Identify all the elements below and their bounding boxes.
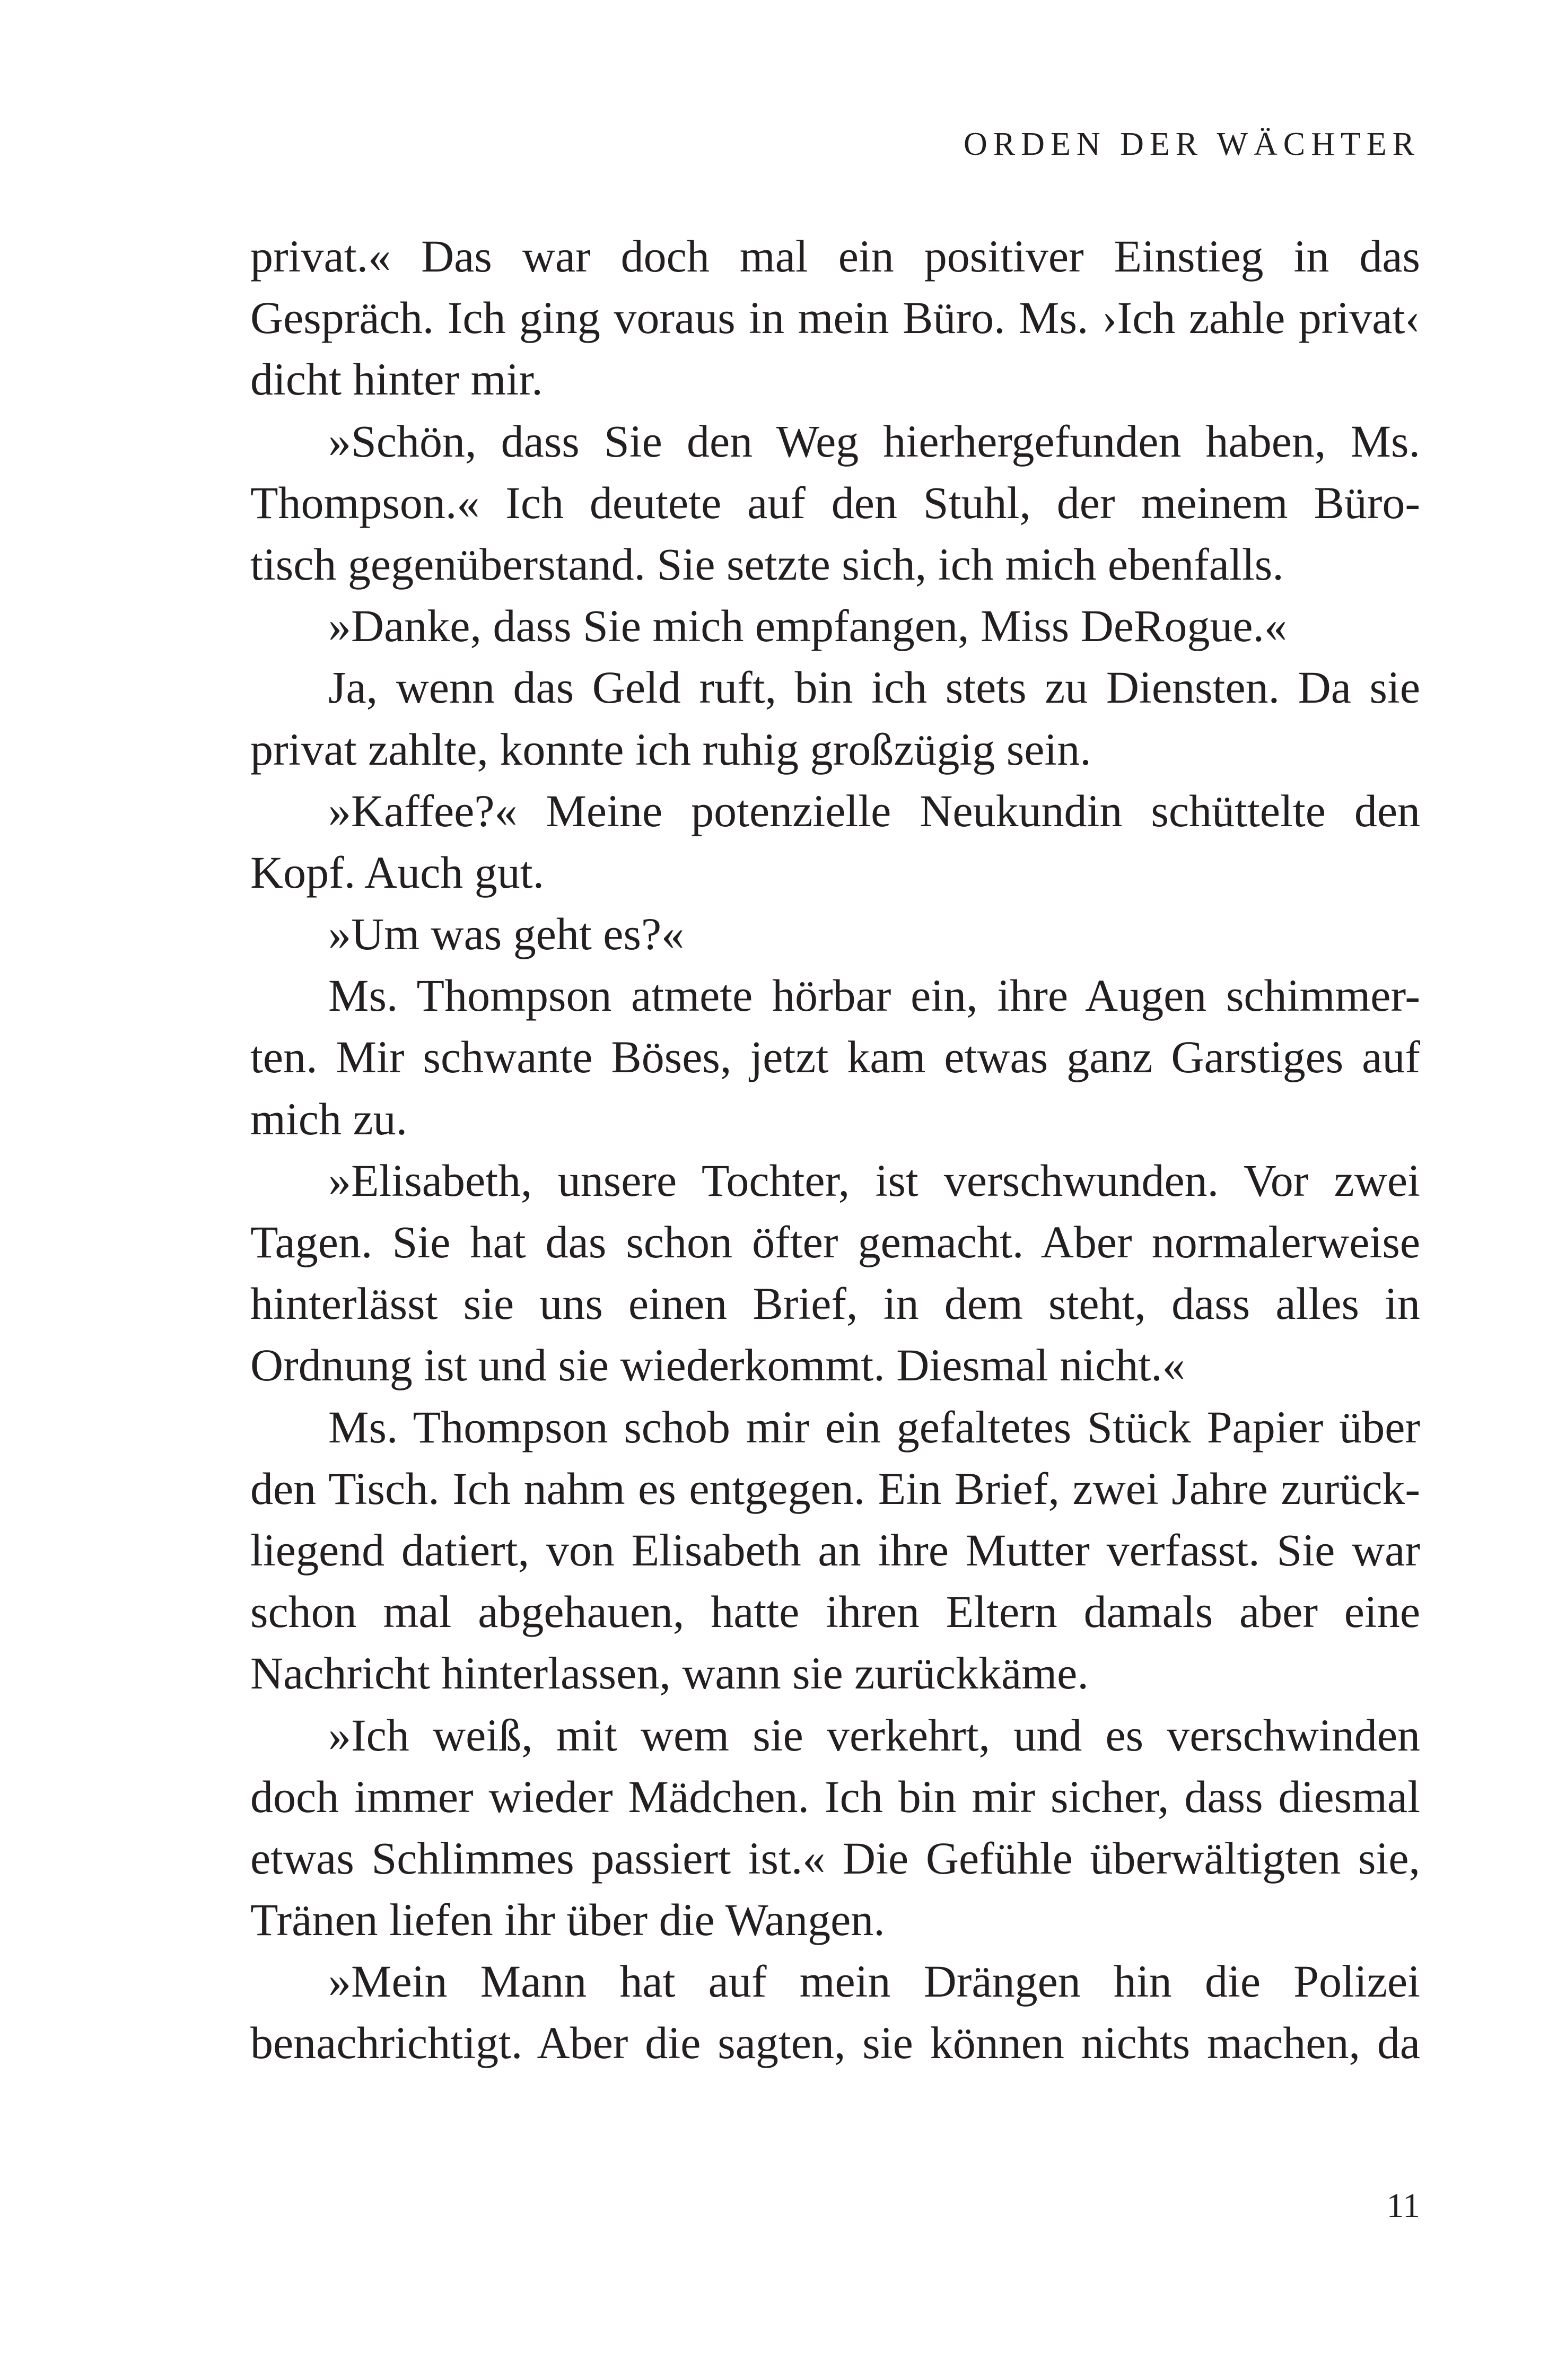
text-line: Ms. Thompson atmete hörbar ein, ihre Augen schimmer- — [328, 970, 1420, 1021]
text-line: »Elisabeth, unsere Tochter, ist verschwunden. Vor zwei — [328, 1154, 1420, 1206]
text-line: »Mein Mann hat auf mein Drängen hin die Polizei — [328, 1956, 1420, 2007]
text-line: dicht hinter mir. — [250, 354, 543, 405]
text-line: mich zu. — [250, 1093, 408, 1144]
text-line: Tagen. Sie hat das schon öfter gemacht. Aber normalerweise — [250, 1217, 1420, 1267]
text-line: »Kaffee?« Meine potenzielle Neukundin schüttelte den — [328, 785, 1420, 836]
text-line: den Tisch. Ich nahm es entgegen. Ein Brief, zwei Jahre zurück- — [250, 1463, 1420, 1514]
body-text — [250, 225, 1420, 2074]
text-line: Ordnung ist und sie wiederkommt. Diesmal nicht.« — [250, 1340, 1185, 1391]
text-line: Kopf. Auch gut. — [250, 846, 545, 898]
text-line: doch immer wieder Mädchen. Ich bin mir sicher, dass diesmal — [250, 1771, 1420, 1822]
text-line: schon mal abgehauen, hatte ihren Eltern damals aber eine — [250, 1586, 1420, 1638]
text-line: »Danke, dass Sie mich empfangen, Miss DeRogue.« — [328, 600, 1288, 652]
text-line: Thompson.« Ich deutete auf den Stuhl, der meinem Büro- — [250, 477, 1420, 528]
text-line: privat zahlte, konnte ich ruhig großzügig sein. — [250, 723, 1091, 775]
text-line: ten. Mir schwante Böses, jetzt kam etwas ganz Garstiges auf — [250, 1031, 1420, 1083]
text-line: etwas Schlimmes passiert ist.« Die Gefühle überwältigten sie, — [250, 1832, 1420, 1884]
text-line: hinterlässt sie uns einen Brief, in dem steht, dass alles in — [250, 1278, 1420, 1329]
running-header: ORDEN DER WÄCHTER — [964, 126, 1420, 162]
text-line: liegend datiert, von Elisabeth an ihre Mutter verfasst. Sie war — [250, 1524, 1420, 1576]
text-line: Gespräch. Ich ging voraus in mein Büro. Ms. ›Ich zahle privat‹ — [250, 292, 1420, 344]
text-line: »Schön, dass Sie den Weg hierhergefunden haben, Ms. — [328, 415, 1420, 467]
text-line: Ja, wenn das Geld ruft, bin ich stets zu Diensten. Da sie — [328, 662, 1420, 713]
text-line: »Um was geht es?« — [328, 908, 685, 960]
text-line: »Ich weiß, mit wem sie verkehrt, und es verschwinden — [328, 1709, 1420, 1761]
text-line: Ms. Thompson schob mir ein gefaltetes Stück Papier über — [328, 1401, 1420, 1452]
page-number: 11 — [1386, 2186, 1420, 2225]
text-line: benachrichtigt. Aber die sagten, sie können nichts machen, da — [250, 2017, 1420, 2069]
text-line: tisch gegenüberstand. Sie setzte sich, ich mich ebenfalls. — [250, 538, 1284, 590]
text-line: Nachricht hinterlassen, wann sie zurückkäme. — [250, 1648, 1089, 1699]
text-line: privat.« Das war doch mal ein positiver Einstieg in das — [250, 231, 1420, 282]
text-line: Tränen liefen ihr über die Wangen. — [250, 1894, 885, 1946]
